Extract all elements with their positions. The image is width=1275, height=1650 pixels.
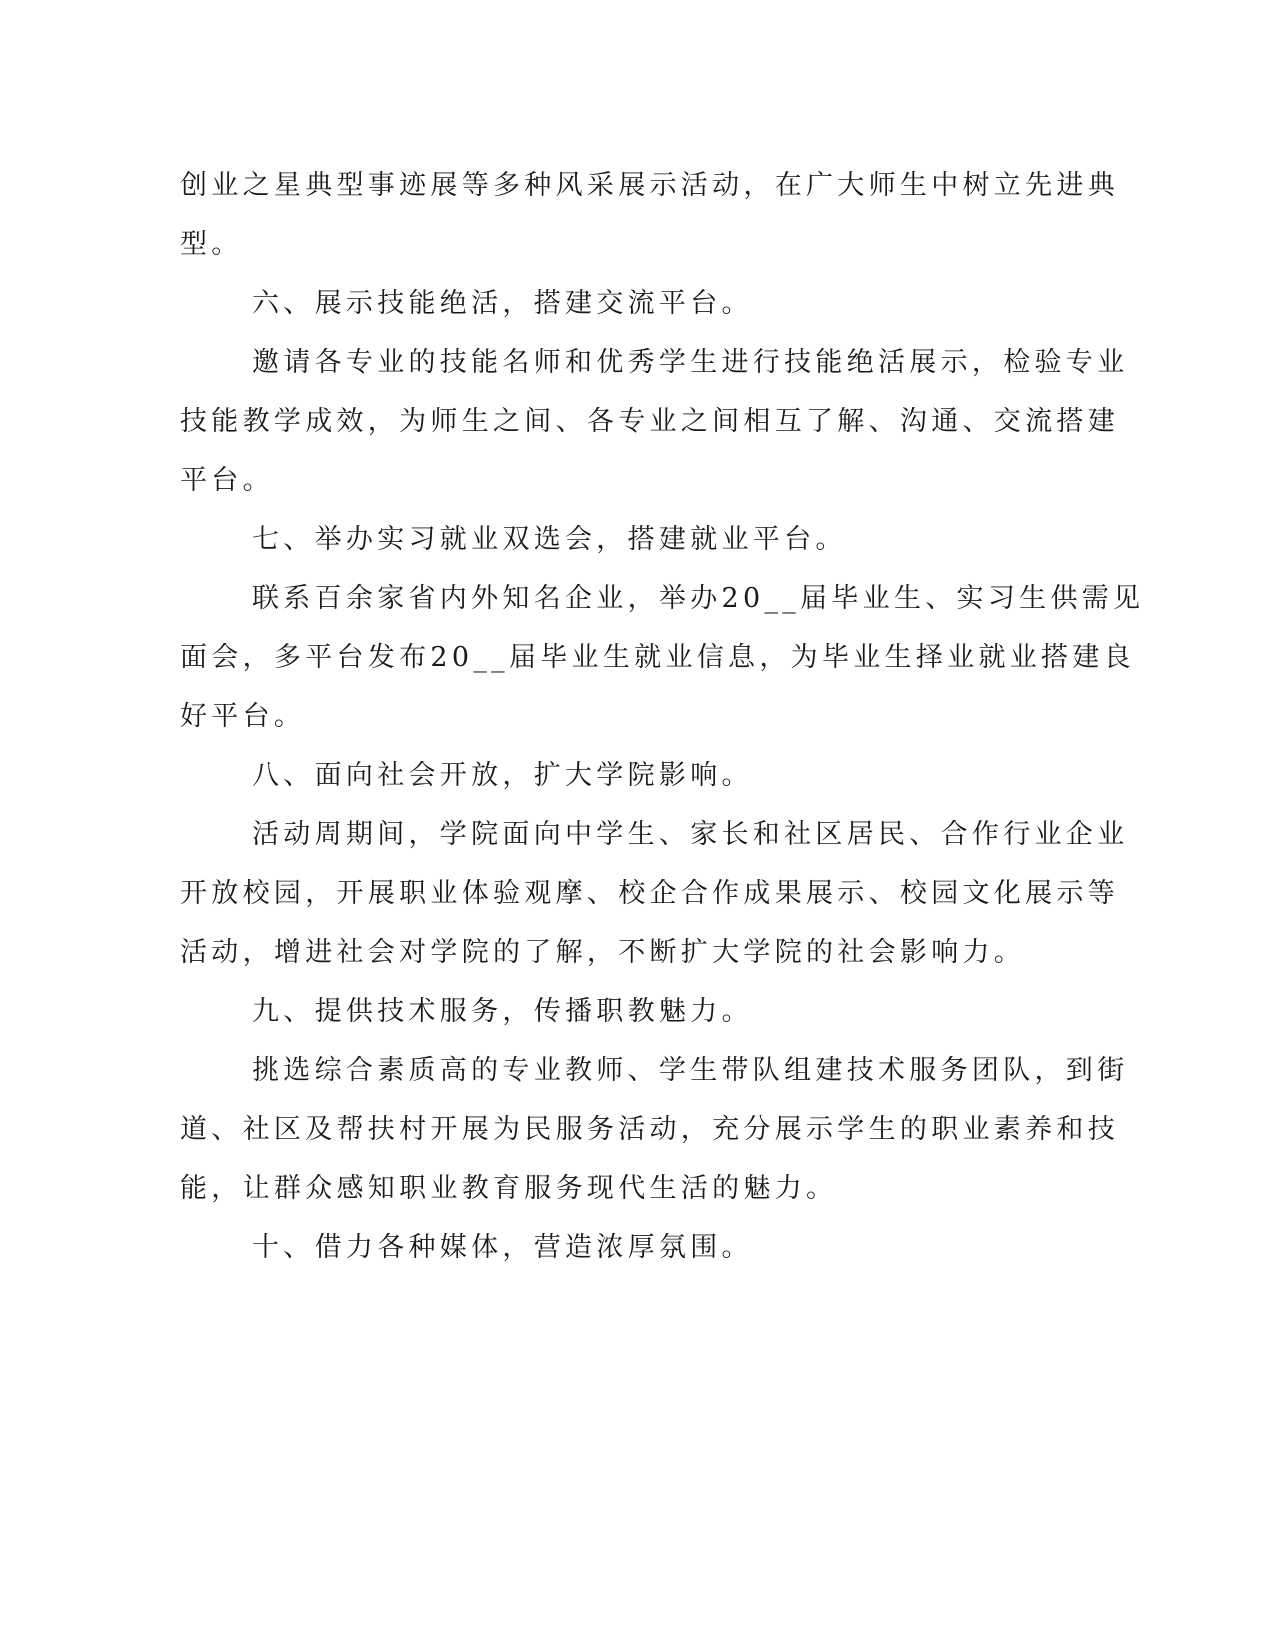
section-heading-10: 十、借力各种媒体，营造浓厚氛围。 xyxy=(252,1232,753,1263)
paragraph-line: 技能教学成效，为师生之间、各专业之间相互了解、沟通、交流搭建 xyxy=(180,406,1119,437)
section-heading-9: 九、提供技术服务，传播职教魅力。 xyxy=(252,996,753,1027)
paragraph-line: 创业之星典型事迹展等多种风采展示活动，在广大师生中树立先进典 xyxy=(180,170,1119,201)
paragraph-line: 活动周期间，学院面向中学生、家长和社区居民、合作行业企业 xyxy=(252,819,1129,850)
paragraph-line: 活动，增进社会对学院的了解，不断扩大学院的社会影响力。 xyxy=(180,937,1026,968)
paragraph-line: 道、社区及帮扶村开展为民服务活动，充分展示学生的职业素养和技 xyxy=(180,1114,1119,1145)
document-body xyxy=(180,156,1145,1277)
paragraph-line: 好平台。 xyxy=(180,701,306,732)
section-heading-8: 八、面向社会开放，扩大学院影响。 xyxy=(252,760,753,791)
section-heading-7: 七、举办实习就业双选会，搭建就业平台。 xyxy=(252,524,847,555)
paragraph-line: 邀请各专业的技能名师和优秀学生进行技能绝活展示，检验专业 xyxy=(252,347,1129,378)
paragraph-line: 开放校园，开展职业体验观摩、校企合作成果展示、校园文化展示等 xyxy=(180,878,1119,909)
paragraph-line: 挑选综合素质高的专业教师、学生带队组建技术服务团队，到街 xyxy=(252,1055,1129,1086)
paragraph-line: 平台。 xyxy=(180,465,274,496)
paragraph-line: 联系百余家省内外知名企业，举办20__届毕业生、实习生供需见 xyxy=(252,583,1145,614)
paragraph-line: 型。 xyxy=(180,229,243,260)
section-heading-6: 六、展示技能绝活，搭建交流平台。 xyxy=(252,288,753,319)
paragraph-line: 能，让群众感知职业教育服务现代生活的魅力。 xyxy=(180,1173,838,1204)
paragraph-line: 面会，多平台发布20__届毕业生就业信息，为毕业生择业就业搭建良 xyxy=(180,642,1135,673)
